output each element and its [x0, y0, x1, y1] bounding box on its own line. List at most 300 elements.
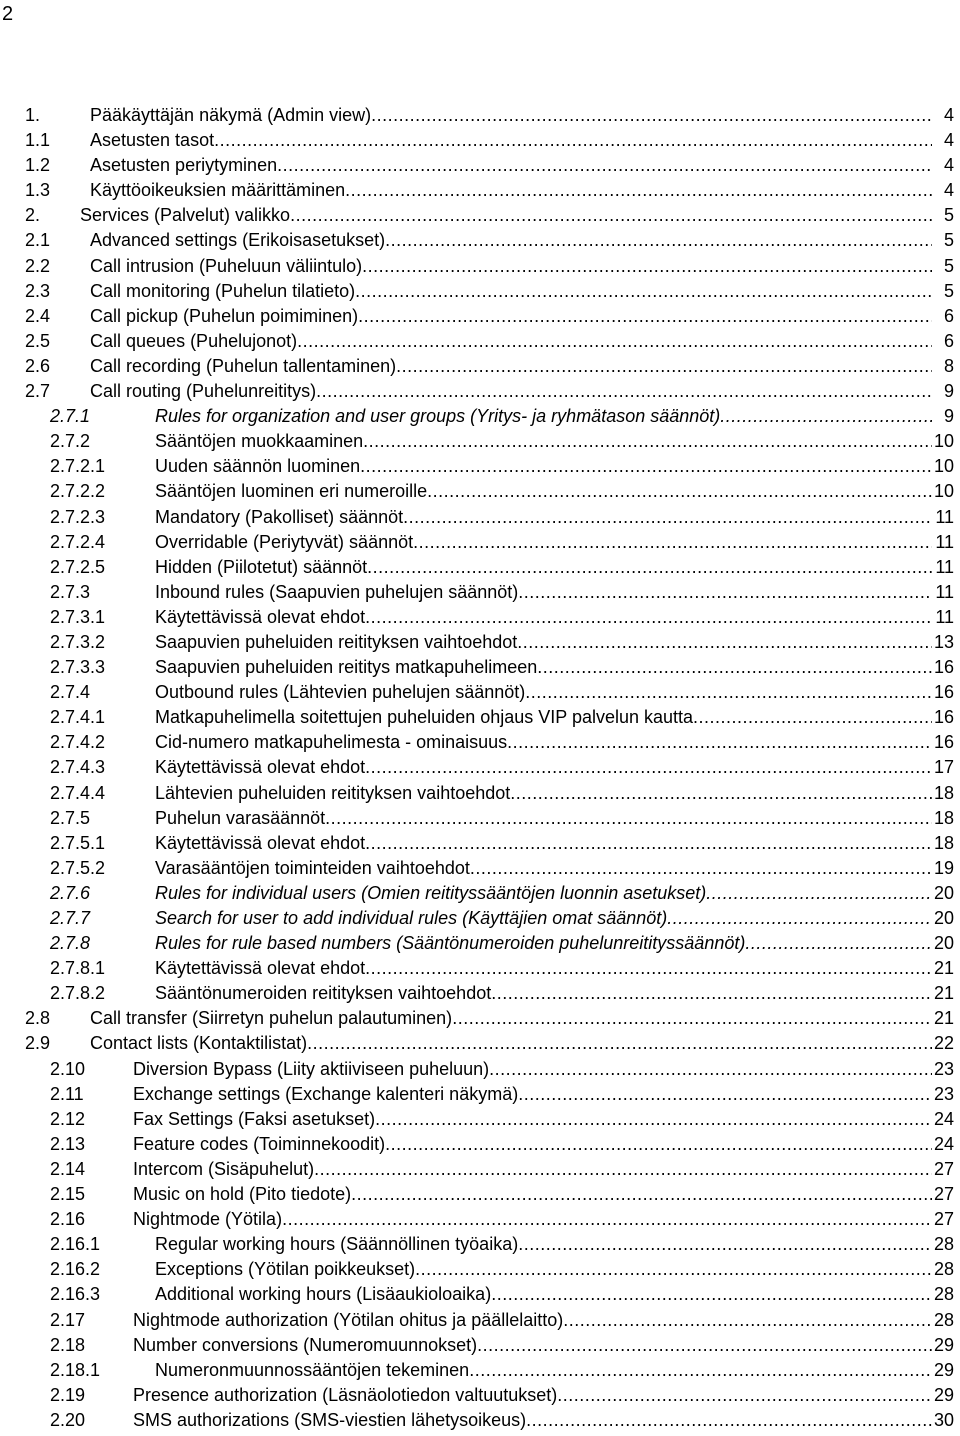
- toc-entry[interactable]: [0, 254, 960, 279]
- toc-entry-number: 2.18: [50, 1334, 86, 1355]
- toc-entry-number: 2.1: [25, 230, 51, 251]
- toc-entry-page: 10: [933, 456, 954, 477]
- toc-entry-title: Services (Palvelut) valikko: [80, 205, 291, 226]
- toc-entry[interactable]: [0, 304, 960, 329]
- toc-entry[interactable]: [0, 505, 960, 530]
- dot-leader: [415, 1257, 932, 1282]
- toc-entry-title: Call recording (Puhelun tallentaminen): [90, 355, 397, 376]
- dot-leader: [307, 1031, 932, 1056]
- toc-entry[interactable]: [0, 931, 960, 956]
- toc-entry-body: [133, 1157, 932, 1182]
- toc-entry[interactable]: [0, 1333, 960, 1358]
- toc-entry-number: 2.20: [50, 1409, 86, 1430]
- toc-entry[interactable]: [0, 530, 960, 555]
- toc-entry-body: [155, 429, 932, 454]
- toc-entry-page: 21: [933, 983, 954, 1004]
- toc-entry-title: Käytettävissä olevat ehdot: [155, 958, 366, 979]
- dot-leader: [355, 279, 932, 304]
- dot-leader: [365, 755, 932, 780]
- toc-entry[interactable]: [0, 1157, 960, 1182]
- toc-entry-body: [155, 856, 932, 881]
- toc-entry[interactable]: [0, 404, 960, 429]
- dot-leader: [477, 1333, 932, 1358]
- toc-entry-number: 2.7.4.1: [50, 707, 106, 728]
- toc-entry-body: [155, 781, 932, 806]
- toc-entry-body: [155, 1282, 932, 1307]
- toc-entry-body: [90, 254, 932, 279]
- toc-entry[interactable]: [0, 605, 960, 630]
- dot-leader: [345, 178, 932, 203]
- toc-entry-title: Call queues (Puhelujonot): [90, 330, 298, 351]
- dot-leader: [282, 1207, 932, 1232]
- toc-entry-page: 21: [933, 958, 954, 979]
- toc-entry-number: 1.2: [25, 155, 51, 176]
- toc-entry-page: 11: [935, 606, 954, 627]
- toc-entry-body: [155, 479, 932, 504]
- toc-entry[interactable]: [0, 1282, 960, 1307]
- toc-entry-page: 16: [933, 707, 954, 728]
- toc-entry[interactable]: [0, 655, 960, 680]
- toc-entry-body: [90, 354, 932, 379]
- toc-entry-number: 2.6: [25, 355, 51, 376]
- toc-entry-title: Regular working hours (Säännöllinen työaika): [155, 1234, 519, 1255]
- toc-entry-title: Feature codes (Toiminnekoodit): [133, 1133, 386, 1154]
- toc-entry-title: Rules for organization and user groups (Yritys- ja ryhmätason säännöt): [155, 406, 721, 427]
- toc-entry-title: Uuden säännön luominen: [155, 456, 361, 477]
- toc-entry-number: 2.14: [50, 1158, 86, 1179]
- toc-entry-page: 18: [933, 832, 954, 853]
- toc-entry-page: 6: [943, 330, 954, 351]
- toc-entry[interactable]: [0, 1057, 960, 1082]
- toc-entry-body: [133, 1308, 932, 1333]
- toc-entry-body: [155, 831, 932, 856]
- toc-entry[interactable]: [0, 1031, 960, 1056]
- toc-entry-page: 18: [933, 782, 954, 803]
- toc-entry-page: 11: [935, 531, 954, 552]
- toc-entry-number: 2.7.2.2: [50, 481, 106, 502]
- toc-entry-title: Additional working hours (Lisäaukioloaika): [155, 1284, 492, 1305]
- toc-entry-title: SMS authorizations (SMS-viestien lähetysoikeus): [133, 1409, 527, 1430]
- toc-entry-title: Sääntönumeroiden reitityksen vaihtoehdot: [155, 983, 492, 1004]
- toc-entry[interactable]: [0, 1132, 960, 1157]
- dot-leader: [365, 605, 932, 630]
- toc-entry-page: 16: [933, 682, 954, 703]
- toc-entry-number: 2.7.7: [50, 908, 91, 928]
- dot-leader: [365, 831, 932, 856]
- toc-entry-body: [155, 605, 932, 630]
- dot-leader: [563, 1308, 932, 1333]
- toc-entry-title: Call transfer (Siirretyn puhelun palautuminen): [90, 1008, 453, 1029]
- dot-leader: [403, 505, 932, 530]
- toc-entry-body: [155, 580, 932, 605]
- toc-entry[interactable]: [0, 1408, 960, 1433]
- toc-entry[interactable]: [0, 1082, 960, 1107]
- dot-leader: [667, 906, 932, 931]
- toc-entry-number: 2.7.3.3: [50, 657, 106, 678]
- toc-entry[interactable]: [0, 1383, 960, 1408]
- toc-entry-number: 2.: [25, 205, 41, 226]
- toc-entry-page: 16: [933, 732, 954, 753]
- toc-entry-number: 2.10: [50, 1058, 86, 1079]
- toc-entry[interactable]: [0, 479, 960, 504]
- toc-entry-title: Search for user to add individual rules (Käyttäjien omat säännöt): [155, 908, 668, 928]
- dot-leader: [325, 806, 932, 831]
- toc-entry-body: [133, 1207, 932, 1232]
- toc-entry-title: Puhelun varasäännöt: [155, 807, 326, 828]
- dot-leader: [316, 379, 932, 404]
- toc-entry-body: [90, 379, 932, 404]
- toc-entry-page: 8: [943, 355, 954, 376]
- toc-entry-body: [133, 1057, 932, 1082]
- toc-entry-title: Mandatory (Pakolliset) säännöt: [155, 506, 404, 527]
- toc-entry-body: [133, 1408, 932, 1433]
- toc-entry-body: [155, 1358, 932, 1383]
- toc-entry-number: 2.7.8: [50, 933, 91, 954]
- toc-entry-number: 2.16.1: [50, 1234, 101, 1255]
- toc-entry[interactable]: [0, 1308, 960, 1333]
- toc-entry-page: 11: [935, 581, 954, 602]
- table-of-contents: [0, 103, 960, 1433]
- toc-entry-body: [90, 329, 932, 354]
- dot-leader: [360, 454, 932, 479]
- toc-entry-title: Call intrusion (Puheluun väliintulo): [90, 255, 363, 276]
- toc-entry-title: Numeronmuunnossääntöjen tekeminen: [155, 1359, 470, 1380]
- toc-entry[interactable]: [0, 705, 960, 730]
- toc-entry-title: Diversion Bypass (Liity aktiiviseen puheluun): [133, 1058, 490, 1079]
- toc-entry[interactable]: [0, 680, 960, 705]
- toc-entry-number: 2.18.1: [50, 1359, 101, 1380]
- toc-entry-title: Saapuvien puheluiden reitityksen vaihtoehdot: [155, 631, 518, 652]
- toc-entry-number: 2.7.4: [50, 682, 91, 703]
- dot-leader: [385, 228, 932, 253]
- toc-entry-body: [155, 931, 932, 956]
- toc-entry-page: 24: [933, 1108, 954, 1129]
- toc-entry-body: [90, 1006, 932, 1031]
- toc-entry[interactable]: [0, 1182, 960, 1207]
- toc-entry-number: 2.16.3: [50, 1284, 101, 1305]
- dot-leader: [518, 1082, 932, 1107]
- toc-entry-body: [133, 1383, 932, 1408]
- toc-entry-body: [155, 956, 932, 981]
- toc-entry-body: [133, 1082, 932, 1107]
- toc-entry-body: [155, 881, 932, 906]
- toc-entry-page: 16: [933, 657, 954, 678]
- toc-entry[interactable]: [0, 354, 960, 379]
- toc-entry-title: Käytettävissä olevat ehdot: [155, 606, 366, 627]
- toc-entry-body: [133, 1132, 932, 1157]
- toc-entry-page: 10: [933, 481, 954, 502]
- toc-entry-body: [90, 1031, 932, 1056]
- dot-leader: [517, 630, 932, 655]
- toc-entry[interactable]: [0, 755, 960, 780]
- toc-entry-body: [133, 1107, 932, 1132]
- toc-entry-title: Exchange settings (Exchange kalenteri näkymä): [133, 1083, 519, 1104]
- dot-leader: [745, 931, 932, 956]
- toc-entry-page: 9: [943, 406, 954, 427]
- toc-entry-number: 2.5: [25, 330, 51, 351]
- toc-entry-page: 29: [933, 1384, 954, 1405]
- dot-leader: [469, 1358, 932, 1383]
- toc-entry-number: 2.7.5: [50, 807, 91, 828]
- toc-entry-number: 2.7.6: [50, 882, 91, 903]
- toc-entry-title: Nightmode authorization (Yötilan ohitus ja päällelaitto): [133, 1309, 564, 1330]
- toc-entry-title: Hidden (Piilotetut) säännöt: [155, 556, 368, 577]
- dot-leader: [452, 1006, 932, 1031]
- toc-entry-body: [90, 304, 932, 329]
- toc-entry-page: 4: [943, 105, 954, 125]
- toc-entry-page: 5: [943, 255, 954, 276]
- dot-leader: [277, 153, 932, 178]
- toc-entry-number: 2.7.4.4: [50, 782, 106, 803]
- toc-entry-number: 2.7.5.1: [50, 832, 106, 853]
- toc-entry[interactable]: [0, 178, 960, 203]
- toc-entry-number: 2.7: [25, 381, 51, 402]
- toc-entry-title: Varasääntöjen toiminteiden vaihtoehdot: [155, 857, 470, 878]
- toc-entry[interactable]: [0, 128, 960, 153]
- toc-entry-title: Lähtevien puheluiden reitityksen vaihtoehdot: [155, 782, 511, 803]
- toc-entry-title: Overridable (Periytyvät) säännöt: [155, 531, 414, 552]
- toc-entry[interactable]: [0, 781, 960, 806]
- toc-entry-body: [133, 1182, 932, 1207]
- dot-leader: [375, 1107, 932, 1132]
- toc-entry[interactable]: [0, 956, 960, 981]
- dot-leader: [396, 354, 932, 379]
- toc-entry[interactable]: [0, 203, 960, 228]
- toc-entry-number: 2.7.2.3: [50, 506, 106, 527]
- toc-entry[interactable]: [0, 329, 960, 354]
- toc-entry-page: 27: [933, 1184, 954, 1205]
- toc-entry-page: 4: [943, 155, 954, 176]
- toc-entry-body: [155, 806, 932, 831]
- toc-entry-number: 2.8: [25, 1008, 51, 1029]
- dot-leader: [489, 1057, 932, 1082]
- toc-entry-body: [90, 178, 932, 203]
- toc-entry[interactable]: [0, 831, 960, 856]
- toc-entry-number: 2.7.2: [50, 431, 91, 452]
- toc-entry-title: Cid-numero matkapuhelimesta - ominaisuus: [155, 732, 508, 753]
- toc-entry-body: [90, 128, 932, 153]
- toc-entry-title: Nightmode (Yötila): [133, 1209, 283, 1230]
- toc-entry-number: 2.15: [50, 1184, 86, 1205]
- dot-leader: [363, 429, 932, 454]
- toc-entry-title: Käytettävissä olevat ehdot: [155, 757, 366, 778]
- toc-entry-number: 2.7.2.4: [50, 531, 106, 552]
- toc-entry[interactable]: [0, 1232, 960, 1257]
- toc-entry-page: 27: [933, 1158, 954, 1179]
- toc-entry-number: 2.7.3.2: [50, 631, 106, 652]
- toc-entry-title: Call monitoring (Puhelun tilatieto): [90, 280, 356, 301]
- toc-entry-body: [155, 680, 932, 705]
- dot-leader: [693, 705, 932, 730]
- toc-entry-body: [155, 555, 932, 580]
- toc-entry-number: 2.3: [25, 280, 51, 301]
- toc-entry-title: Inbound rules (Saapuvien puhelujen säännöt): [155, 581, 519, 602]
- toc-entry-number: 2.2: [25, 255, 51, 276]
- toc-entry-page: 29: [933, 1359, 954, 1380]
- toc-entry-number: 2.7.5.2: [50, 857, 106, 878]
- dot-leader: [557, 1383, 932, 1408]
- toc-entry-page: 30: [933, 1409, 954, 1430]
- toc-entry-number: 2.7.4.3: [50, 757, 106, 778]
- toc-entry-page: 17: [933, 757, 954, 778]
- toc-entry[interactable]: [0, 881, 960, 906]
- dot-leader: [537, 655, 932, 680]
- toc-entry[interactable]: [0, 580, 960, 605]
- toc-entry-page: 28: [933, 1234, 954, 1255]
- toc-entry-number: 1.3: [25, 180, 51, 201]
- toc-entry-body: [155, 1257, 932, 1282]
- toc-entry-number: 2.13: [50, 1133, 86, 1154]
- toc-entry-body: [155, 906, 932, 931]
- toc-entry-title: Käyttöoikeuksien määrittäminen: [90, 180, 346, 201]
- dot-leader: [351, 1182, 932, 1207]
- toc-entry-body: [155, 981, 932, 1006]
- toc-entry-page: 24: [933, 1133, 954, 1154]
- toc-entry[interactable]: [0, 1107, 960, 1132]
- toc-entry-body: [155, 454, 932, 479]
- toc-entry-body: [155, 705, 932, 730]
- dot-leader: [720, 404, 932, 429]
- dot-leader: [510, 781, 932, 806]
- toc-entry[interactable]: [0, 103, 960, 128]
- toc-entry-number: 2.7.4.2: [50, 732, 106, 753]
- dot-leader: [507, 730, 932, 755]
- page-number: 2: [2, 3, 14, 25]
- dot-leader: [518, 1232, 932, 1257]
- toc-entry-title: Fax Settings (Faksi asetukset): [133, 1108, 376, 1129]
- dot-leader: [706, 881, 932, 906]
- toc-entry-body: [90, 153, 932, 178]
- toc-entry-page: 20: [933, 933, 954, 954]
- toc-entry-title: Call pickup (Puhelun poimiminen): [90, 305, 359, 326]
- toc-entry-page: 27: [933, 1209, 954, 1230]
- toc-entry-page: 23: [933, 1058, 954, 1079]
- toc-entry-number: 2.7.2.1: [50, 456, 106, 477]
- toc-entry-page: 11: [935, 556, 954, 577]
- toc-entry-number: 1.: [25, 105, 41, 125]
- dot-leader: [358, 304, 932, 329]
- toc-entry[interactable]: [0, 1257, 960, 1282]
- toc-entry-page: 11: [935, 506, 954, 527]
- dot-leader: [314, 1157, 932, 1182]
- toc-entry-body: [155, 1232, 932, 1257]
- toc-entry-page: 9: [943, 381, 954, 402]
- toc-entry-page: 28: [933, 1309, 954, 1330]
- toc-entry[interactable]: [0, 454, 960, 479]
- toc-entry-number: 2.17: [50, 1309, 86, 1330]
- toc-entry-page: 4: [943, 130, 954, 151]
- dot-leader: [491, 1282, 932, 1307]
- toc-entry-number: 2.7.2.5: [50, 556, 106, 577]
- toc-entry[interactable]: [0, 1358, 960, 1383]
- toc-entry-page: 10: [933, 431, 954, 452]
- toc-entry-body: [155, 730, 932, 755]
- dot-leader: [427, 479, 932, 504]
- toc-entry-number: 2.7.1: [50, 406, 91, 427]
- toc-entry-body: [80, 203, 932, 228]
- toc-entry-page: 29: [933, 1334, 954, 1355]
- toc-entry[interactable]: [0, 1207, 960, 1232]
- toc-entry-title: Sääntöjen muokkaaminen: [155, 431, 364, 452]
- toc-entry-title: Saapuvien puheluiden reititys matkapuhelimeen: [155, 657, 538, 678]
- toc-entry-title: Rules for rule based numbers (Sääntönumeroiden puhelunreitityssäännöt): [155, 933, 746, 954]
- toc-entry-title: Call routing (Puhelunreititys): [90, 381, 317, 402]
- dot-leader: [526, 1408, 932, 1433]
- toc-entry[interactable]: [0, 228, 960, 253]
- toc-entry-number: 2.9: [25, 1033, 51, 1054]
- dot-leader: [365, 956, 932, 981]
- toc-entry-number: 2.7.3: [50, 581, 91, 602]
- toc-entry[interactable]: [0, 806, 960, 831]
- toc-entry-title: Rules for individual users (Omien reitityssääntöjen luonnin asetukset): [155, 882, 707, 903]
- toc-entry-number: 2.16: [50, 1209, 86, 1230]
- toc-entry-number: 2.12: [50, 1108, 86, 1129]
- dot-leader: [367, 555, 932, 580]
- toc-entry-body: [90, 279, 932, 304]
- toc-entry[interactable]: [0, 906, 960, 931]
- toc-entry[interactable]: [0, 856, 960, 881]
- toc-entry-title: Käytettävissä olevat ehdot: [155, 832, 366, 853]
- toc-entry-page: 5: [943, 280, 954, 301]
- toc-entry-page: 28: [933, 1284, 954, 1305]
- toc-entry-title: Asetusten tasot: [90, 130, 215, 151]
- toc-entry-title: Asetusten periytyminen: [90, 155, 278, 176]
- toc-entry-page: 20: [933, 908, 954, 928]
- toc-entry-page: 6: [943, 305, 954, 326]
- toc-entry-body: [155, 404, 932, 429]
- toc-entry-title: Number conversions (Numeromuunnokset): [133, 1334, 478, 1355]
- toc-entry[interactable]: [0, 555, 960, 580]
- dot-leader: [371, 103, 932, 128]
- toc-entry-number: 2.7.8.1: [50, 958, 106, 979]
- dot-leader: [518, 580, 932, 605]
- toc-entry[interactable]: [0, 981, 960, 1006]
- toc-entry-page: 21: [933, 1008, 954, 1029]
- toc-entry-title: Pääkäyttäjän näkymä (Admin view): [90, 105, 372, 125]
- toc-entry-body: [155, 630, 932, 655]
- toc-entry-body: [155, 505, 932, 530]
- toc-entry[interactable]: [0, 730, 960, 755]
- dot-leader: [470, 856, 932, 881]
- toc-entry-page: 4: [943, 180, 954, 201]
- toc-entry-page: 22: [933, 1033, 954, 1054]
- toc-entry-title: Contact lists (Kontaktilistat): [90, 1033, 308, 1054]
- dot-leader: [290, 203, 932, 228]
- dot-leader: [491, 981, 932, 1006]
- toc-entry-number: 1.1: [25, 130, 51, 151]
- toc-entry[interactable]: [0, 1006, 960, 1031]
- toc-entry-page: 5: [943, 205, 954, 226]
- toc-entry-title: Outbound rules (Lähtevien puhelujen säännöt): [155, 682, 526, 703]
- toc-entry-title: Advanced settings (Erikoisasetukset): [90, 230, 386, 251]
- dot-leader: [297, 329, 932, 354]
- toc-entry-page: 19: [933, 857, 954, 878]
- toc-entry[interactable]: [0, 429, 960, 454]
- toc-entry[interactable]: [0, 379, 960, 404]
- dot-leader: [413, 530, 932, 555]
- toc-entry-number: 2.4: [25, 305, 51, 326]
- toc-entry-number: 2.16.2: [50, 1259, 101, 1280]
- toc-entry-page: 23: [933, 1083, 954, 1104]
- toc-entry-page: 5: [943, 230, 954, 251]
- toc-entry[interactable]: [0, 279, 960, 304]
- dot-leader: [385, 1132, 932, 1157]
- toc-entry-number: 2.7.8.2: [50, 983, 106, 1004]
- toc-entry-page: 13: [933, 631, 954, 652]
- toc-entry[interactable]: [0, 153, 960, 178]
- toc-entry-title: Intercom (Sisäpuhelut): [133, 1158, 315, 1179]
- toc-entry[interactable]: [0, 630, 960, 655]
